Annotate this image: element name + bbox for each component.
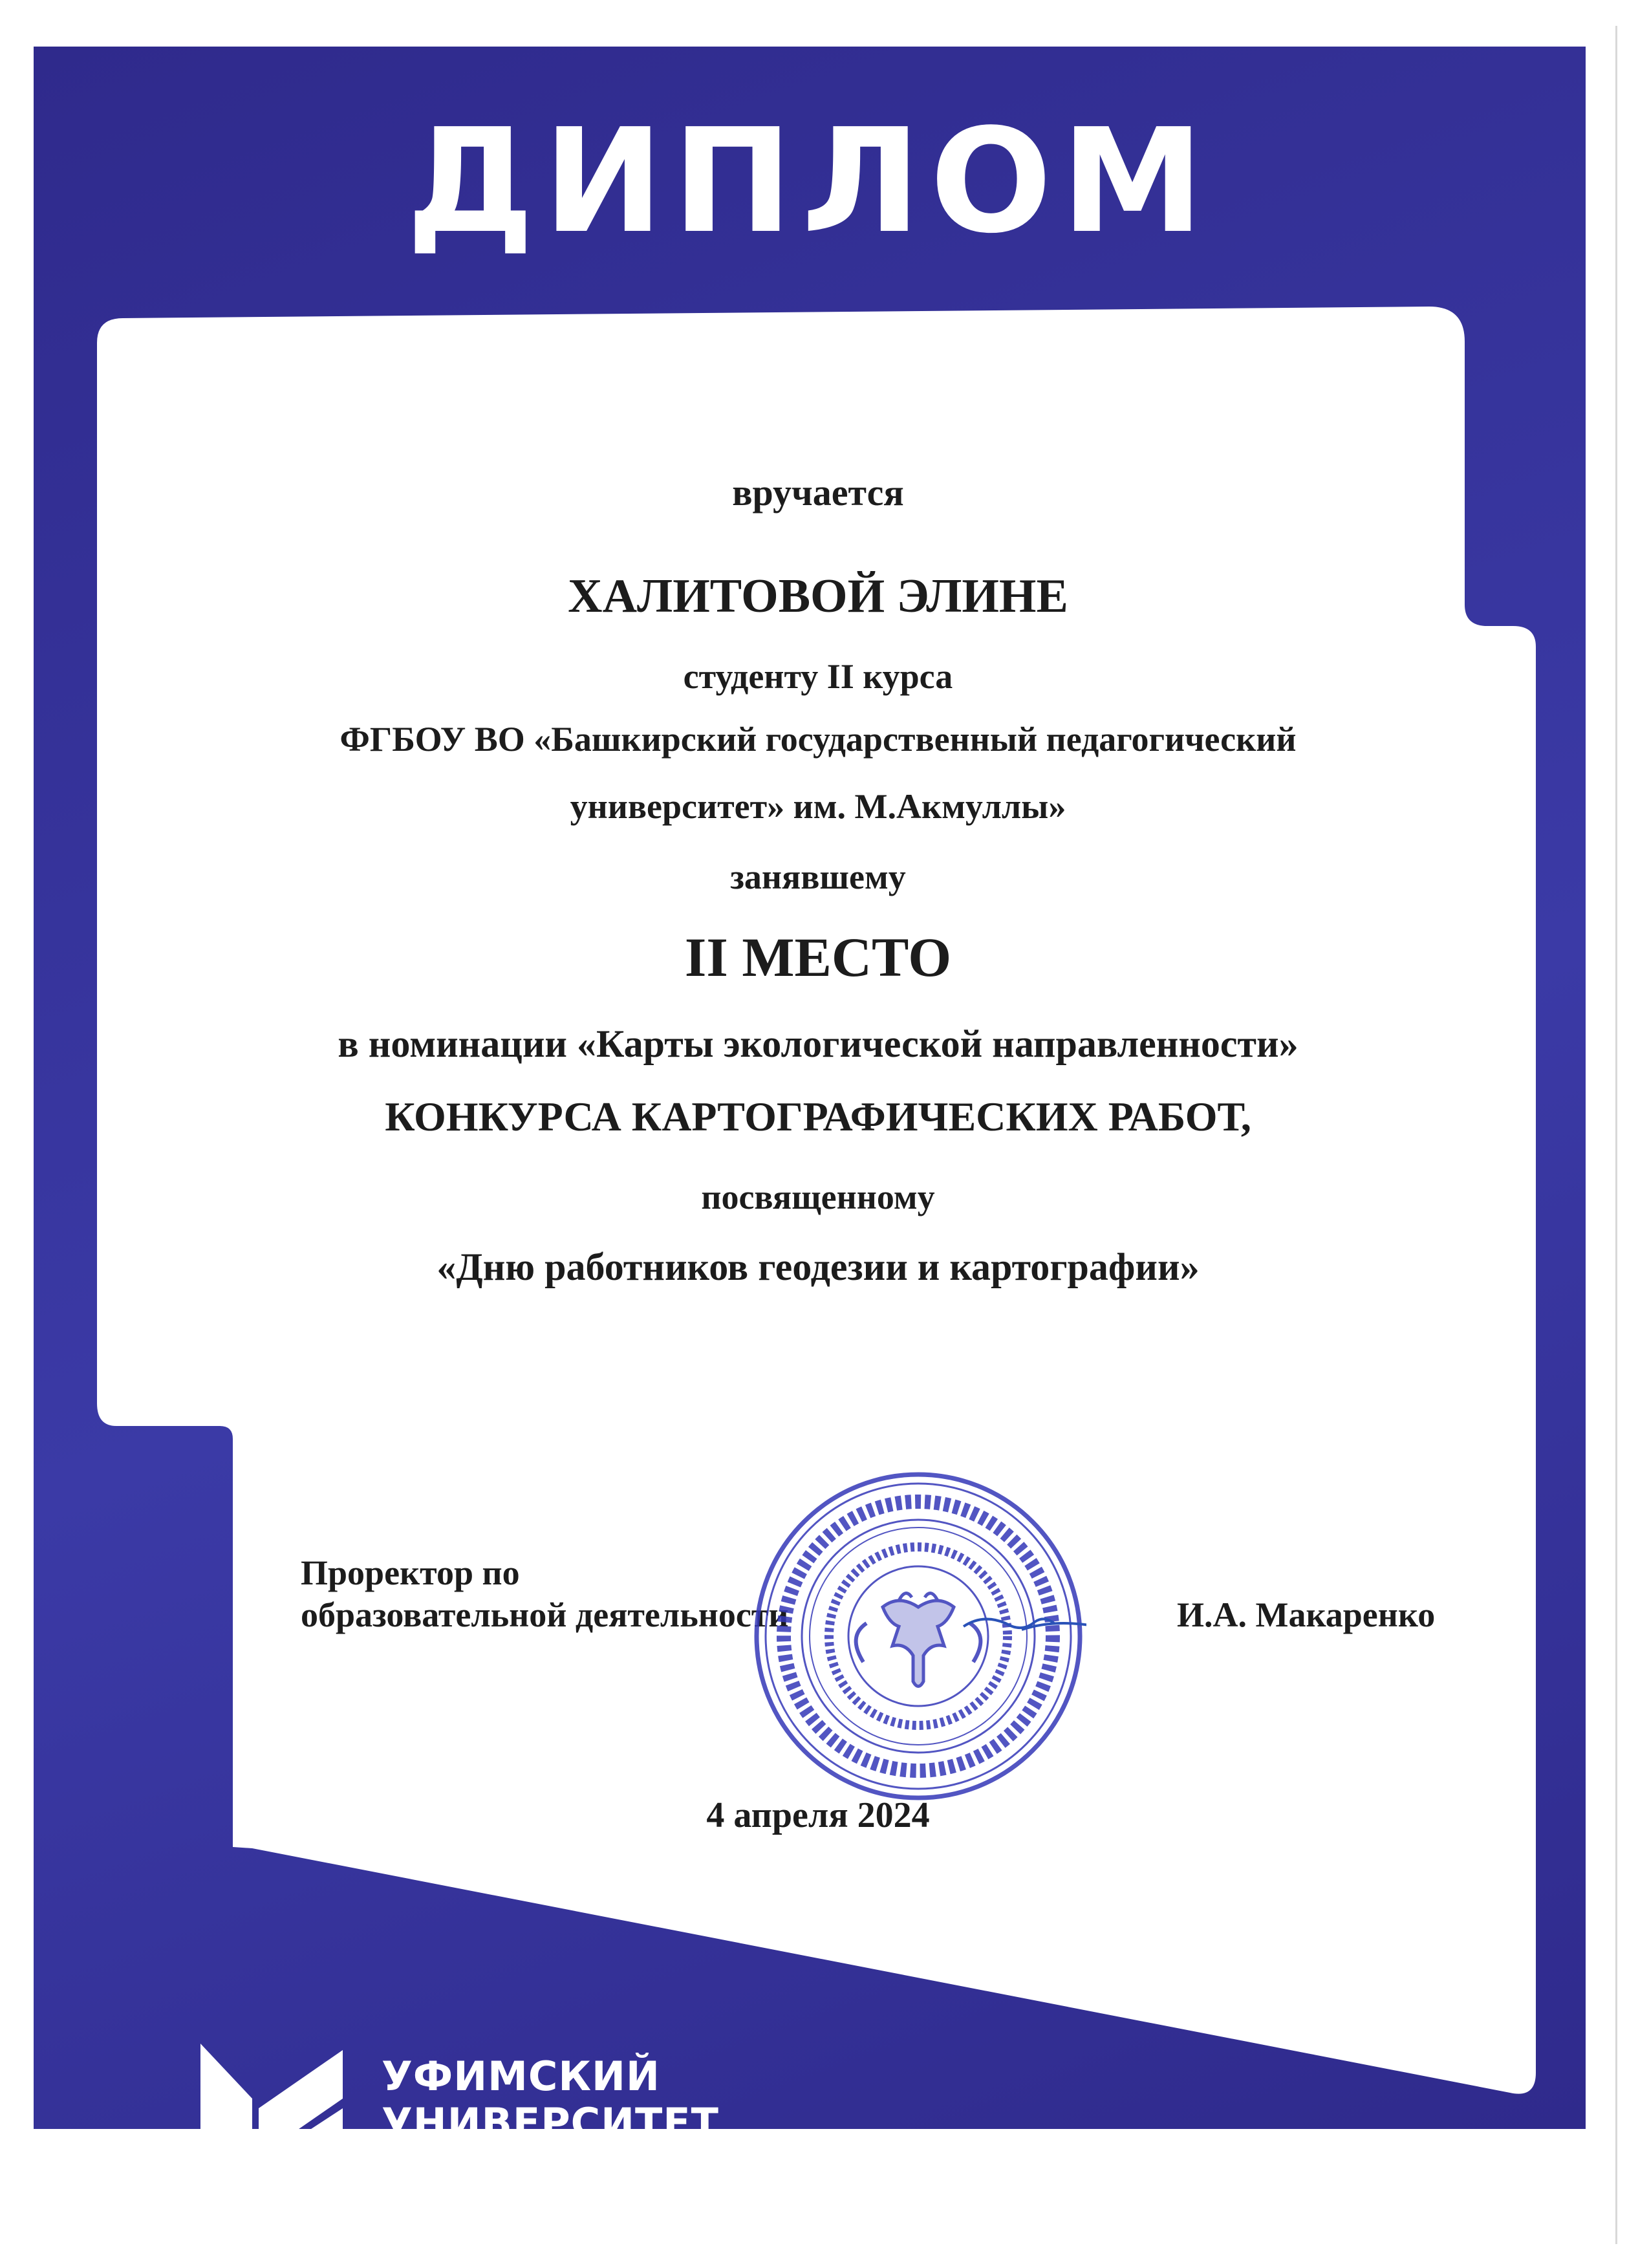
contest-text: КОНКУРСА КАРТОГРАФИЧЕСКИХ РАБОТ, — [385, 1094, 1251, 1139]
logo-line2: УНИВЕРСИТЕТ — [382, 2099, 719, 2146]
signatory-name: И.А. Макаренко — [1177, 1595, 1436, 1634]
place-text: II МЕСТО — [684, 926, 952, 988]
institution-line1: ФГБОУ ВО «Башкирский государственный педагогический — [339, 720, 1297, 759]
signatory-position — [301, 1552, 788, 1636]
holiday-text: «Дню работников геодезии и картографии» — [436, 1246, 1200, 1288]
university-logo-text — [382, 2053, 930, 2193]
logo-line3: НАУКИ И ТЕХНОЛОГИЙ — [382, 2146, 930, 2193]
logo-line1: УФИМСКИЙ — [382, 2053, 660, 2100]
issue-date: 4 апреля 2024 — [706, 1795, 930, 1835]
signatory-position-line1: Проректор по — [301, 1553, 520, 1592]
awarded-text: вручается — [732, 471, 904, 513]
university-logo-icon — [194, 2037, 356, 2179]
institution-line2: университет» им. М.Акмуллы» — [570, 787, 1066, 826]
recipient-role: студенту II курса — [683, 657, 953, 696]
took-text: занявшему — [730, 858, 906, 896]
recipient-name: ХАЛИТОВОЙ ЭЛИНЕ — [568, 570, 1068, 623]
diploma-title: ДИПЛОМ — [406, 98, 1213, 265]
nomination-text: в номинации «Карты экологической направленности» — [338, 1022, 1299, 1065]
dedicated-text: посвященному — [701, 1178, 935, 1216]
signatory-position-line2: образовательной деятельности — [301, 1595, 789, 1634]
official-stamp — [750, 1468, 1086, 1804]
